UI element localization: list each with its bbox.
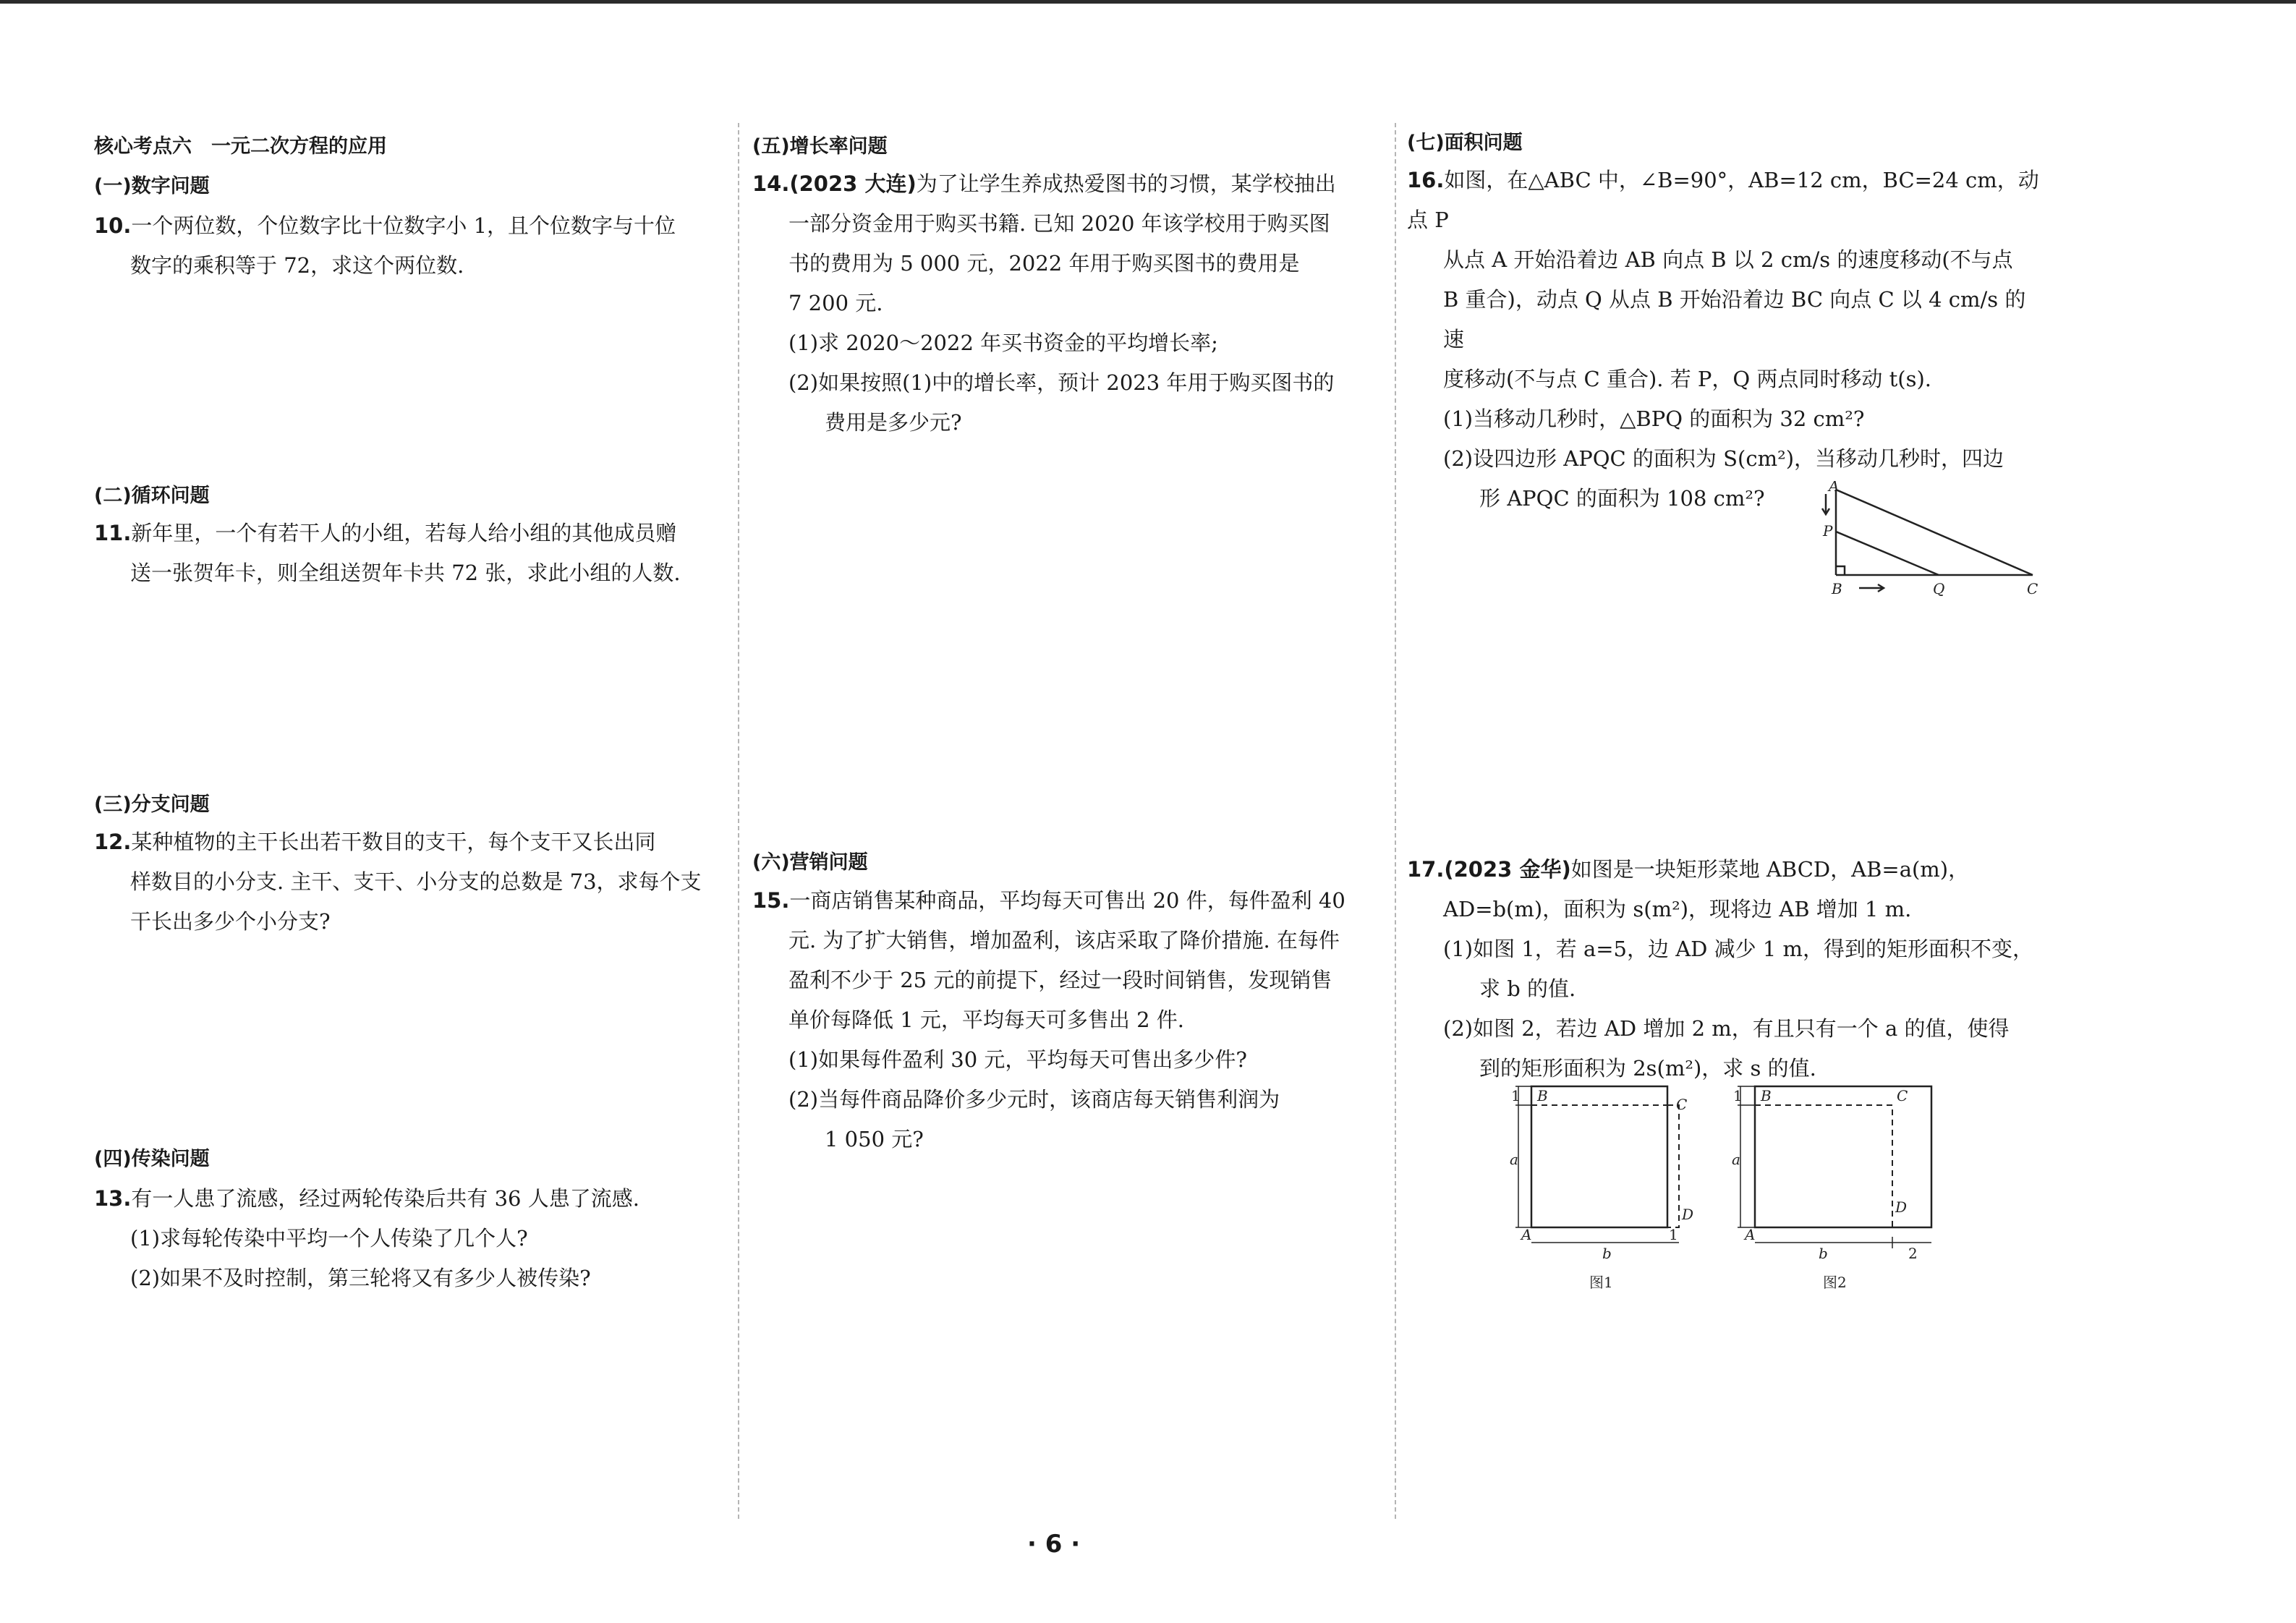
problem-text: 从点 A 开始沿着边 AB 向点 B 以 2 cm/s 的速度移动(不与点 — [1443, 247, 2013, 272]
label-d-point: D — [1895, 1198, 1908, 1216]
problem-text: 盈利不少于 25 元的前提下，经过一段时间销售，发现销售 — [788, 968, 1332, 992]
section-number-problems: (一)数字问题 — [94, 175, 210, 197]
section-growth-rate: (五)增长率问题 — [752, 135, 888, 158]
problem-text: 一部分资金用于购买书籍. 已知 2020 年该学校用于购买图 — [788, 211, 1330, 236]
problem-text: 如图，在△ABC 中，∠B=90°，AB=12 cm，BC=24 cm，动点 P — [1407, 168, 2039, 232]
triangle-figure — [1816, 481, 2047, 647]
problem-number: 15. — [752, 888, 790, 913]
problem-text: 为了让学生养成热爱图书的习惯，某学校抽出 — [916, 171, 1336, 196]
sub-question: (2)如果不及时控制，第三轮将又有多少人被传染? — [130, 1266, 591, 1290]
problem-text: B 重合)，动点 Q 从点 B 开始沿着边 BC 向点 C 以 4 cm/s 的速 — [1443, 287, 2026, 352]
problem-number: 16. — [1407, 168, 1445, 192]
problem-11 — [94, 514, 723, 593]
problem-number: 17. — [1407, 857, 1445, 882]
label-b-point: B — [1761, 1087, 1772, 1104]
column-divider — [738, 123, 739, 1519]
label-b-point: B — [1537, 1087, 1548, 1104]
label-a-point: A — [1521, 1226, 1532, 1243]
problem-text: 送一张贺年卡，则全组送贺年卡共 72 张，求此小组的人数. — [130, 561, 681, 585]
label-two: 2 — [1908, 1245, 1918, 1262]
label-a-point: A — [1745, 1226, 1756, 1243]
page-number: · 6 · — [1027, 1530, 1081, 1559]
sub-question: 求 b 的值. — [1479, 976, 1576, 1001]
problem-number: 10. — [94, 213, 132, 238]
problem-16 — [1407, 161, 2044, 519]
rectangle-figure-1 — [1508, 1078, 1714, 1295]
edge-ac — [1836, 490, 2033, 575]
problem-text: 数字的乘积等于 72，求这个两位数. — [130, 253, 464, 278]
problem-text: 一个两位数，个位数字比十位数字小 1，且个位数字与十位 — [131, 213, 676, 238]
figure-caption: 图2 — [1823, 1274, 1847, 1291]
problem-number: 14. — [752, 171, 790, 196]
label-c: C — [2027, 580, 2038, 597]
section-title-core: 核心考点六 一元二次方程的应用 — [94, 135, 387, 158]
sub-question: (1)求 2020～2022 年买书资金的平均增长率; — [788, 331, 1218, 355]
problem-text: AD=b(m)，面积为 s(m²)，现将边 AB 增加 1 m. — [1443, 897, 1912, 921]
section-marketing: (六)营销问题 — [752, 851, 868, 874]
problem-15 — [752, 881, 1385, 1159]
segment-pq — [1836, 532, 1939, 575]
sub-question: (2)设四边形 APQC 的面积为 S(cm²)，当移动几秒时，四边 — [1443, 446, 2004, 471]
problem-17 — [1407, 850, 2044, 1089]
problem-text: 新年里，一个有若干人的小组，若每人给小组的其他成员赠 — [131, 521, 677, 545]
problem-text: 度移动(不与点 C 重合). 若 P，Q 两点同时移动 t(s). — [1443, 367, 1932, 391]
sub-question: (1)当移动几秒时，△BPQ 的面积为 32 cm²? — [1443, 406, 1865, 431]
sub-question: (1)求每轮传染中平均一个人传染了几个人? — [130, 1226, 528, 1251]
section-cycle-problems: (二)循环问题 — [94, 485, 210, 507]
label-b-length: b — [1602, 1245, 1612, 1262]
label-a: A — [1829, 481, 1840, 495]
problem-13 — [94, 1179, 723, 1298]
problem-text: 元. 为了扩大销售，增加盈利，该店采取了降价措施. 在每件 — [788, 928, 1340, 953]
problem-text: 一商店销售某种商品，平均每天可售出 20 件，每件盈利 40 — [789, 888, 1345, 913]
sub-question: 到的矩形面积为 2s(m²)，求 s 的值. — [1479, 1056, 1816, 1081]
sub-question: (2)当每件商品降价多少元时，该商店每天销售利润为 — [788, 1087, 1280, 1112]
label-one-right: 1 — [1669, 1226, 1678, 1243]
problem-text: 如图是一块矩形菜地 ABCD，AB=a(m)， — [1570, 857, 1970, 882]
label-a-length: a — [1732, 1151, 1740, 1168]
problem-number: 12. — [94, 830, 132, 854]
section-area: (七)面积问题 — [1407, 132, 1523, 154]
label-c-point: C — [1897, 1087, 1908, 1104]
section-branch-problems: (三)分支问题 — [94, 793, 210, 816]
column-divider — [1395, 123, 1396, 1519]
problem-source: (2023 金华) — [1444, 857, 1571, 882]
sub-question: (1)如果每件盈利 30 元，平均每天可售出多少件? — [788, 1047, 1247, 1072]
sub-question: 形 APQC 的面积为 108 cm²? — [1479, 486, 1765, 511]
label-b: B — [1832, 580, 1842, 597]
sub-question: (2)如果按照(1)中的增长率，预计 2023 年用于购买图书的 — [788, 370, 1335, 395]
problem-12 — [94, 822, 723, 942]
label-b-length: b — [1819, 1245, 1828, 1262]
problem-text: 样数目的小分支. 主干、支干、小分支的总数是 73，求每个支 — [130, 869, 702, 894]
top-border-line — [0, 0, 2296, 4]
problem-text: 干长出多少个小分支? — [130, 909, 331, 934]
sub-question: (1)如图 1，若 a=5，边 AD 减少 1 m，得到的矩形面积不变， — [1443, 937, 2034, 961]
rect-dashed-strip — [1667, 1105, 1679, 1227]
rect-dashed — [1531, 1105, 1667, 1227]
label-one-top: 1 — [1733, 1087, 1743, 1104]
figure-caption: 图1 — [1589, 1274, 1613, 1291]
label-q: Q — [1933, 580, 1945, 597]
label-d-point: D — [1682, 1206, 1694, 1223]
problem-number: 13. — [94, 1186, 132, 1211]
problem-source: (2023 大连) — [789, 171, 917, 196]
label-a-length: a — [1510, 1151, 1518, 1168]
right-angle-mark — [1836, 566, 1845, 575]
problem-text: 7 200 元. — [788, 291, 883, 315]
label-one-top: 1 — [1511, 1087, 1521, 1104]
problem-text: 书的费用为 5 000 元，2022 年用于购买图书的费用是 — [788, 251, 1300, 276]
label-p: P — [1823, 522, 1833, 540]
section-infection-problems: (四)传染问题 — [94, 1148, 210, 1170]
problem-number: 11. — [94, 521, 132, 545]
problem-text: 有一人患了流感，经过两轮传染后共有 36 人患了流感. — [131, 1186, 639, 1211]
sub-question: (2)如图 2，若边 AD 增加 2 m，有且只有一个 a 的值，使得 — [1443, 1016, 2010, 1041]
rect-dashed — [1755, 1105, 1892, 1227]
problem-10 — [94, 206, 723, 286]
label-c-point: C — [1676, 1096, 1688, 1113]
sub-question: 费用是多少元? — [825, 410, 962, 435]
problem-text: 单价每降低 1 元，平均每天可多售出 2 件. — [788, 1008, 1184, 1032]
problem-14 — [752, 164, 1385, 443]
problem-text: 某种植物的主干长出若干数目的支干，每个支干又长出同 — [131, 830, 656, 854]
rectangle-figure-2 — [1729, 1078, 1950, 1295]
sub-question: 1 050 元? — [825, 1127, 924, 1151]
rect-solid — [1531, 1086, 1667, 1227]
